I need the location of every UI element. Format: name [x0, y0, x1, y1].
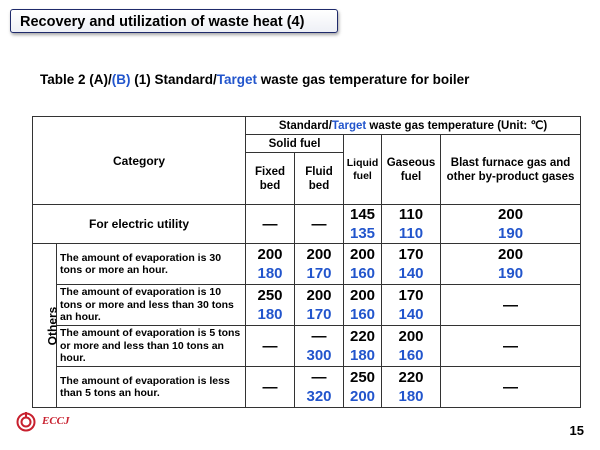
- cell-fluid: [295, 244, 344, 285]
- value-target: 180: [257, 265, 283, 282]
- row-label: The amount of evaporation is 10 tons or more and less than 30 tons an hour.: [57, 285, 246, 326]
- header-category: Category: [33, 117, 246, 205]
- cell-gas: [382, 367, 441, 408]
- value-standard: 220: [350, 328, 376, 345]
- value-standard: 200: [398, 328, 424, 345]
- value-target: 300: [306, 347, 332, 364]
- cell-gas: [382, 244, 441, 285]
- subtitle-part4: Target: [216, 72, 258, 87]
- table-row: [33, 326, 581, 367]
- table-subtitle: [40, 72, 469, 87]
- subtitle-part1: Table 2 (A)/: [40, 72, 112, 87]
- value-standard: 200: [498, 206, 524, 223]
- table-row-electric: [33, 205, 581, 244]
- cell-blast: —: [441, 326, 581, 367]
- cell-electric-blast: [441, 205, 581, 244]
- table-row: [33, 367, 581, 408]
- cell-gas: [382, 285, 441, 326]
- cell-fixed: [246, 285, 295, 326]
- value-standard: 200: [257, 246, 283, 263]
- value-target: 140: [398, 306, 424, 323]
- value-standard: 250: [257, 287, 283, 304]
- value-standard: 110: [398, 206, 424, 223]
- row-label-electric: For electric utility: [33, 205, 246, 244]
- eccj-logo-text: ECCJ: [42, 415, 70, 427]
- cell-electric-fluid: —: [295, 205, 344, 244]
- header-liquid-fuel: Liquid fuel: [344, 135, 382, 205]
- value-standard: 200: [350, 287, 376, 304]
- value-standard: 200: [498, 246, 524, 263]
- value-target: 160: [350, 265, 376, 282]
- value-standard: —: [311, 328, 327, 345]
- cell-electric-gas: [382, 205, 441, 244]
- cell-electric-fixed: —: [246, 205, 295, 244]
- value-standard: 200: [306, 246, 332, 263]
- value-target: 110: [398, 225, 424, 242]
- others-label: Others: [45, 306, 60, 345]
- cell-fixed: [246, 244, 295, 285]
- value-target: 180: [350, 347, 376, 364]
- header-fixed-bed: Fixed bed: [246, 153, 295, 205]
- cell-fluid: [295, 367, 344, 408]
- value-target: 200: [350, 388, 376, 405]
- cell-fluid: [295, 285, 344, 326]
- subtitle-part5: waste gas temperature for boiler: [257, 72, 470, 87]
- value-target: 190: [498, 265, 524, 282]
- value-target: 135: [350, 225, 376, 242]
- slide-title: Recovery and utilization of waste heat (4): [10, 9, 338, 33]
- header-blast-furnace: Blast furnace gas and other by-product gases: [441, 135, 581, 205]
- value-target: 170: [306, 265, 332, 282]
- cell-liquid: [344, 326, 382, 367]
- eccj-logo-icon: [16, 412, 36, 432]
- page-number: 15: [569, 423, 584, 438]
- cell-fixed: —: [246, 326, 295, 367]
- value-standard: 200: [306, 287, 332, 304]
- header-group-part3: waste gas temperature (Unit: ℃): [366, 119, 548, 132]
- cell-gas: [382, 326, 441, 367]
- subtitle-part3: (1) Standard/: [130, 72, 217, 87]
- header-group-part1: Standard/: [278, 119, 332, 132]
- header-gaseous-fuel: Gaseous fuel: [382, 135, 441, 205]
- value-target: 320: [306, 388, 332, 405]
- table-row: [33, 244, 581, 285]
- header-group-title: [246, 117, 581, 135]
- header-fluid-bed: Fluid bed: [295, 153, 344, 205]
- cell-liquid: [344, 367, 382, 408]
- value-target: 160: [398, 347, 424, 364]
- cell-blast: —: [441, 285, 581, 326]
- value-standard: 220: [398, 369, 424, 386]
- value-standard: 170: [398, 287, 424, 304]
- cell-blast: —: [441, 367, 581, 408]
- row-label: The amount of evaporation is 30 tons or more an hour.: [57, 244, 246, 285]
- subtitle-part2: (B): [111, 72, 131, 87]
- value-standard: 170: [398, 246, 424, 263]
- row-label: The amount of evaporation is less than 5 tons an hour.: [57, 367, 246, 408]
- value-target: 190: [498, 225, 524, 242]
- value-standard: 145: [350, 206, 376, 223]
- cell-liquid: [344, 244, 382, 285]
- cell-blast: [441, 244, 581, 285]
- value-target: 180: [398, 388, 424, 405]
- row-label: The amount of evaporation is 5 tons or more and less than 10 tons an hour.: [57, 326, 246, 367]
- header-group-part2: Target: [331, 119, 367, 132]
- cell-electric-liquid: [344, 205, 382, 244]
- value-target: 180: [257, 306, 283, 323]
- table-row: [33, 285, 581, 326]
- value-standard: —: [311, 369, 327, 386]
- cell-liquid: [344, 285, 382, 326]
- header-solid-fuel: Solid fuel: [246, 135, 344, 153]
- others-group-label: [33, 244, 60, 408]
- value-target: 170: [306, 306, 332, 323]
- cell-fixed: —: [246, 367, 295, 408]
- value-target: 160: [350, 306, 376, 323]
- waste-gas-temperature-table: [32, 116, 581, 408]
- value-standard: 250: [350, 369, 376, 386]
- value-target: 140: [398, 265, 424, 282]
- cell-fluid: [295, 326, 344, 367]
- value-standard: 200: [350, 246, 376, 263]
